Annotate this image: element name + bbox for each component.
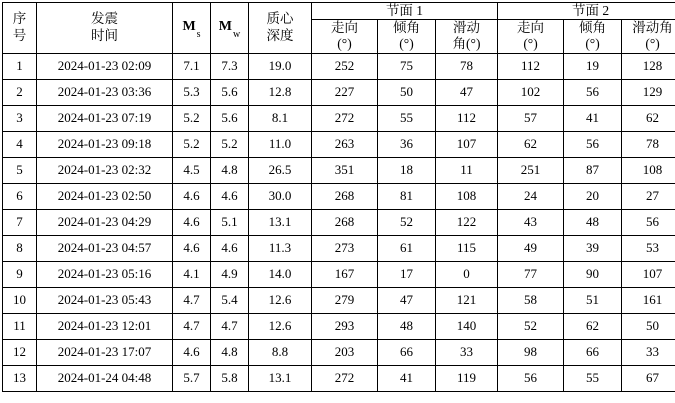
- cell-strike-1: 273: [312, 236, 378, 262]
- cell-index: 6: [3, 184, 37, 210]
- cell-depth: 12.8: [249, 80, 312, 106]
- cell-mw: 4.8: [211, 340, 249, 366]
- header-index-line1: 序: [3, 11, 36, 28]
- cell-mw: 4.7: [211, 314, 249, 340]
- cell-mw: 4.6: [211, 236, 249, 262]
- cell-ms: 4.7: [173, 288, 211, 314]
- cell-dip-1: 50: [378, 80, 436, 106]
- cell-dip-2: 66: [564, 340, 622, 366]
- cell-strike-1: 351: [312, 158, 378, 184]
- header-centroid-depth-line1: 质心: [249, 11, 311, 28]
- cell-index: 7: [3, 210, 37, 236]
- cell-index: 10: [3, 288, 37, 314]
- table-row: [3, 80, 675, 106]
- cell-strike-1: 272: [312, 106, 378, 132]
- cell-dip-1: 75: [378, 54, 436, 80]
- table-row: [3, 340, 675, 366]
- header-dip-plane2-line2: (°): [564, 36, 621, 53]
- cell-ms: 4.6: [173, 184, 211, 210]
- cell-origin-time: 2024-01-23 07:19: [37, 106, 173, 132]
- cell-strike-1: 203: [312, 340, 378, 366]
- cell-origin-time: 2024-01-23 04:57: [37, 236, 173, 262]
- header-dip-plane1-line2: (°): [378, 36, 435, 53]
- cell-strike-1: 252: [312, 54, 378, 80]
- cell-rake-2: 62: [622, 106, 675, 132]
- cell-mw: 4.8: [211, 158, 249, 184]
- table-row: [3, 132, 675, 158]
- cell-strike-2: 251: [498, 158, 564, 184]
- cell-dip-1: 52: [378, 210, 436, 236]
- cell-dip-1: 36: [378, 132, 436, 158]
- cell-dip-1: 55: [378, 106, 436, 132]
- cell-mw: 4.9: [211, 262, 249, 288]
- table-row: [3, 236, 675, 262]
- cell-rake-1: 122: [436, 210, 498, 236]
- header-rake-plane2: [622, 19, 675, 54]
- cell-origin-time: 2024-01-23 02:50: [37, 184, 173, 210]
- cell-strike-2: 112: [498, 54, 564, 80]
- table-row: [3, 158, 675, 184]
- cell-mw: 5.6: [211, 106, 249, 132]
- cell-depth: 26.5: [249, 158, 312, 184]
- header-strike-plane1-line2: (°): [312, 36, 377, 53]
- cell-strike-2: 24: [498, 184, 564, 210]
- cell-rake-2: 107: [622, 262, 675, 288]
- header-dip-plane1-line1: 倾角: [378, 20, 435, 37]
- cell-rake-2: 161: [622, 288, 675, 314]
- cell-dip-2: 56: [564, 132, 622, 158]
- cell-dip-1: 17: [378, 262, 436, 288]
- cell-mw: 5.8: [211, 366, 249, 392]
- cell-rake-2: 56: [622, 210, 675, 236]
- header-nodal-plane-1: 节面 1: [312, 3, 498, 20]
- header-rake-plane2-line1: 滑动角: [622, 20, 675, 37]
- cell-origin-time: 2024-01-24 04:48: [37, 366, 173, 392]
- cell-mw: 5.6: [211, 80, 249, 106]
- header-origin-time-line2: 时间: [37, 28, 172, 45]
- header-strike-plane2: [498, 19, 564, 54]
- table-row: [3, 106, 675, 132]
- header-strike-plane1: [312, 19, 378, 54]
- header-ms-main: M: [182, 19, 195, 34]
- header-ms-magnitude: [173, 3, 211, 54]
- cell-strike-2: 77: [498, 262, 564, 288]
- cell-rake-2: 33: [622, 340, 675, 366]
- cell-rake-1: 108: [436, 184, 498, 210]
- cell-mw: 5.4: [211, 288, 249, 314]
- cell-strike-2: 58: [498, 288, 564, 314]
- cell-index: 8: [3, 236, 37, 262]
- cell-mw: 5.1: [211, 210, 249, 236]
- cell-origin-time: 2024-01-23 12:01: [37, 314, 173, 340]
- cell-origin-time: 2024-01-23 17:07: [37, 340, 173, 366]
- cell-dip-1: 81: [378, 184, 436, 210]
- cell-strike-2: 102: [498, 80, 564, 106]
- cell-ms: 7.1: [173, 54, 211, 80]
- cell-strike-1: 279: [312, 288, 378, 314]
- cell-index: 4: [3, 132, 37, 158]
- cell-ms: 4.5: [173, 158, 211, 184]
- cell-strike-2: 43: [498, 210, 564, 236]
- cell-dip-1: 18: [378, 158, 436, 184]
- table-row: [3, 288, 675, 314]
- cell-rake-1: 121: [436, 288, 498, 314]
- cell-ms: 5.3: [173, 80, 211, 106]
- header-ms-sub: s: [197, 29, 201, 41]
- cell-index: 12: [3, 340, 37, 366]
- cell-rake-2: 128: [622, 54, 675, 80]
- cell-index: 13: [3, 366, 37, 392]
- cell-index: 3: [3, 106, 37, 132]
- cell-dip-1: 48: [378, 314, 436, 340]
- cell-ms: 4.7: [173, 314, 211, 340]
- cell-strike-2: 56: [498, 366, 564, 392]
- cell-index: 1: [3, 54, 37, 80]
- cell-depth: 13.1: [249, 366, 312, 392]
- cell-origin-time: 2024-01-23 09:18: [37, 132, 173, 158]
- cell-strike-2: 62: [498, 132, 564, 158]
- header-dip-plane2: [564, 19, 622, 54]
- header-strike-plane1-line1: 走向: [312, 20, 377, 37]
- cell-strike-1: 263: [312, 132, 378, 158]
- cell-strike-1: 272: [312, 366, 378, 392]
- cell-dip-1: 41: [378, 366, 436, 392]
- cell-dip-1: 47: [378, 288, 436, 314]
- cell-ms: 5.7: [173, 366, 211, 392]
- cell-ms: 4.6: [173, 210, 211, 236]
- cell-rake-1: 107: [436, 132, 498, 158]
- cell-rake-2: 27: [622, 184, 675, 210]
- cell-dip-1: 61: [378, 236, 436, 262]
- cell-ms: 4.6: [173, 236, 211, 262]
- header-mw-label: [219, 19, 240, 37]
- cell-index: 2: [3, 80, 37, 106]
- cell-mw: 5.2: [211, 132, 249, 158]
- header-rake-plane2-line2: (°): [622, 36, 675, 53]
- cell-depth: 13.1: [249, 210, 312, 236]
- cell-rake-1: 115: [436, 236, 498, 262]
- cell-strike-1: 293: [312, 314, 378, 340]
- cell-dip-2: 56: [564, 80, 622, 106]
- cell-dip-2: 19: [564, 54, 622, 80]
- table-row: [3, 184, 675, 210]
- cell-depth: 11.3: [249, 236, 312, 262]
- cell-dip-2: 20: [564, 184, 622, 210]
- cell-ms: 4.1: [173, 262, 211, 288]
- cell-rake-1: 140: [436, 314, 498, 340]
- cell-origin-time: 2024-01-23 02:32: [37, 158, 173, 184]
- cell-ms: 5.2: [173, 106, 211, 132]
- cell-strike-1: 167: [312, 262, 378, 288]
- cell-origin-time: 2024-01-23 05:16: [37, 262, 173, 288]
- cell-rake-1: 33: [436, 340, 498, 366]
- cell-rake-2: 129: [622, 80, 675, 106]
- cell-rake-2: 108: [622, 158, 675, 184]
- header-mw-main: M: [219, 19, 232, 34]
- header-index: [3, 3, 37, 54]
- cell-strike-1: 268: [312, 210, 378, 236]
- cell-depth: 19.0: [249, 54, 312, 80]
- cell-index: 11: [3, 314, 37, 340]
- cell-strike-2: 57: [498, 106, 564, 132]
- cell-rake-2: 53: [622, 236, 675, 262]
- cell-dip-2: 48: [564, 210, 622, 236]
- cell-depth: 8.1: [249, 106, 312, 132]
- cell-origin-time: 2024-01-23 05:43: [37, 288, 173, 314]
- header-strike-plane2-line1: 走向: [498, 20, 563, 37]
- cell-rake-1: 47: [436, 80, 498, 106]
- cell-strike-2: 52: [498, 314, 564, 340]
- header-rake-plane1-line1: 滑动: [436, 20, 497, 37]
- table-row: [3, 366, 675, 392]
- cell-dip-2: 55: [564, 366, 622, 392]
- table-row: [3, 262, 675, 288]
- cell-strike-2: 98: [498, 340, 564, 366]
- header-mw-sub: w: [233, 29, 240, 41]
- cell-rake-1: 119: [436, 366, 498, 392]
- table-row: [3, 54, 675, 80]
- cell-origin-time: 2024-01-23 02:09: [37, 54, 173, 80]
- cell-depth: 8.8: [249, 340, 312, 366]
- cell-index: 9: [3, 262, 37, 288]
- header-rake-plane1: [436, 19, 498, 54]
- header-rake-plane1-line2: 角(°): [436, 36, 497, 53]
- cell-dip-1: 66: [378, 340, 436, 366]
- cell-ms: 4.6: [173, 340, 211, 366]
- header-origin-time-line1: 发震: [37, 11, 172, 28]
- cell-mw: 4.6: [211, 184, 249, 210]
- cell-dip-2: 41: [564, 106, 622, 132]
- cell-dip-2: 39: [564, 236, 622, 262]
- table-header-row-1: [3, 3, 675, 20]
- header-mw-magnitude: [211, 3, 249, 54]
- table-row: [3, 210, 675, 236]
- earthquake-focal-mechanism-table: [2, 2, 675, 392]
- header-ms-label: [182, 19, 200, 37]
- cell-ms: 5.2: [173, 132, 211, 158]
- cell-dip-2: 51: [564, 288, 622, 314]
- header-strike-plane2-line2: (°): [498, 36, 563, 53]
- cell-dip-2: 87: [564, 158, 622, 184]
- cell-dip-2: 62: [564, 314, 622, 340]
- header-nodal-plane-2: 节面 2: [498, 3, 675, 20]
- header-index-line2: 号: [3, 28, 36, 45]
- cell-dip-2: 90: [564, 262, 622, 288]
- cell-strike-2: 49: [498, 236, 564, 262]
- cell-depth: 30.0: [249, 184, 312, 210]
- cell-depth: 12.6: [249, 288, 312, 314]
- cell-origin-time: 2024-01-23 04:29: [37, 210, 173, 236]
- cell-rake-2: 50: [622, 314, 675, 340]
- cell-rake-1: 78: [436, 54, 498, 80]
- cell-strike-1: 227: [312, 80, 378, 106]
- cell-depth: 11.0: [249, 132, 312, 158]
- document-page: [0, 2, 675, 403]
- cell-mw: 7.3: [211, 54, 249, 80]
- cell-rake-2: 67: [622, 366, 675, 392]
- cell-rake-1: 112: [436, 106, 498, 132]
- cell-depth: 14.0: [249, 262, 312, 288]
- cell-strike-1: 268: [312, 184, 378, 210]
- header-centroid-depth: [249, 3, 312, 54]
- cell-index: 5: [3, 158, 37, 184]
- cell-depth: 12.6: [249, 314, 312, 340]
- cell-rake-1: 11: [436, 158, 498, 184]
- header-dip-plane2-line1: 倾角: [564, 20, 621, 37]
- header-origin-time: [37, 3, 173, 54]
- header-dip-plane1: [378, 19, 436, 54]
- header-centroid-depth-line2: 深度: [249, 28, 311, 45]
- cell-origin-time: 2024-01-23 03:36: [37, 80, 173, 106]
- cell-rake-2: 78: [622, 132, 675, 158]
- cell-rake-1: 0: [436, 262, 498, 288]
- table-row: [3, 314, 675, 340]
